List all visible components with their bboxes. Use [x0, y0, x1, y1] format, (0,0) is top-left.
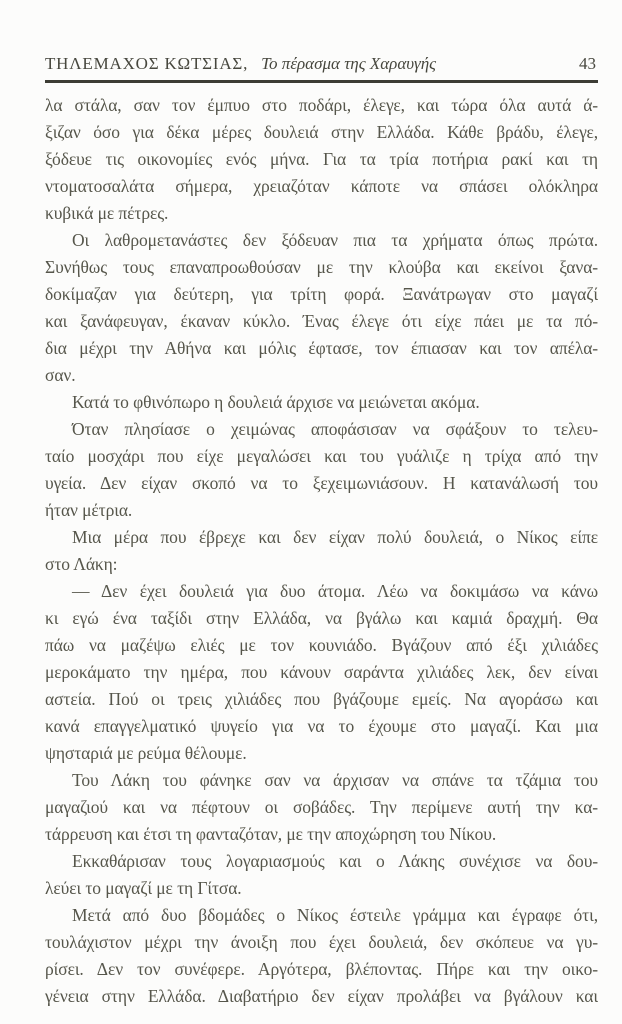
text-line: ξιζαν όσο για δέκα μέρες δουλειά στην Ελλάδα. Κάθε βράδυ, έλεγε, — [45, 122, 598, 142]
text-line: κυβικά με πέτρες. — [45, 203, 169, 223]
text-line: Συνήθως τους επαναπροωθούσαν με την κλούβα και εκείνοι ξανα- — [45, 257, 598, 277]
text-line: και ξανάφευγαν, έκαναν κύκλο. Ένας έλεγε ότι είχε πάει με τα πό- — [45, 311, 598, 331]
text-line: γένεια στην Ελλάδα. Διαβατήριο δεν είχαν προλάβει να βγάλουν και — [45, 986, 598, 1006]
text-line: ξόδευε τις οικονομίες ενός μήνα. Για τα τρία ποτήρια ρακί και τη — [45, 149, 598, 169]
book-title: Το πέρασμα της Χαραυγής — [261, 54, 437, 73]
text-block — [45, 92, 598, 1010]
text-line: κι εγώ ένα ταξίδι στην Ελλάδα, να βγάλω και καμιά δραχμή. Θα — [45, 608, 598, 628]
paragraph — [45, 578, 598, 767]
paragraph — [45, 524, 598, 578]
text-line: τάρρευση και έτσι τη φανταζόταν, με την αποχώρηση του Νίκου. — [45, 824, 497, 844]
text-line: Κατά το φθινόπωρο η δουλειά άρχισε να μειώνεται ακόμα. — [72, 392, 480, 412]
text-line: Μετά από δυο βδομάδες ο Νίκος έστειλε γράμμα και έγραφε ότι, — [72, 905, 598, 925]
text-line: — Δεν έχει δουλειά για δυο άτομα. Λέω να δοκιμάσω να κάνω — [72, 581, 598, 601]
text-line: λα στάλα, σαν τον έμπυο στο ποδάρι, έλεγε, και τώρα όλα αυτά ά- — [45, 95, 598, 115]
paragraph — [45, 416, 598, 524]
text-line: Οι λαθρομετανάστες δεν ξόδευαν πια τα χρήματα όπως πρώτα. — [72, 230, 598, 250]
text-line: υγεία. Δεν είχαν σκοπό να το ξεχειμωνιάσουν. Η κατανάλωσή του — [45, 473, 598, 493]
text-line: λεύει το μαγαζί με τη Γίτσα. — [45, 878, 242, 898]
text-line: Εκκαθάρισαν τους λογαριασμούς και ο Λάκης συνέχισε να δου- — [72, 851, 598, 871]
text-line: ψησταριά με ρεύμα θέλουμε. — [45, 743, 247, 763]
paragraph — [45, 389, 598, 416]
text-line: στο Λάκη: — [45, 554, 118, 574]
paragraph — [45, 227, 598, 389]
text-line: ήταν μέτρια. — [45, 500, 133, 520]
text-line: Μια μέρα που έβρεχε και δεν είχαν πολύ δουλειά, ο Νίκος είπε — [72, 527, 598, 547]
text-line: σαν. — [45, 365, 76, 385]
page-number: 43 — [579, 54, 596, 73]
text-line: πάω να μαζέψω ελιές με τον κουνιάδο. Βγάζουν από έξι χιλιάδες — [45, 635, 598, 655]
text-line: κανά επαγγελματικό ψυγείο για να το έχουμε στο μαγαζί. Και μια — [45, 716, 598, 736]
text-line: αστεία. Πού οι τρεις χιλιάδες που βγάζουμε εμείς. Να αγοράσω και — [45, 689, 598, 709]
text-line: δια μέχρι την Αθήνα και μόλις έφτασε, τον έπιασαν και τον απέλα- — [45, 338, 598, 358]
author-name: ΤΗΛΕΜΑΧΟΣ ΚΩΤΣΙΑΣ, — [45, 54, 249, 73]
text-line: Του Λάκη του φάνηκε σαν να άρχισαν να σπάνε τα τζάμια του — [72, 770, 598, 790]
paragraph — [45, 848, 598, 902]
text-line: μαγαζιού και να πέφτουν οι σοβάδες. Την περίμενε αυτή την κα- — [45, 797, 598, 817]
paragraph — [45, 767, 598, 848]
paragraph — [45, 902, 598, 1010]
text-line: δοκίμαζαν για δεύτερη, για τρίτη φορά. Ξανάτρωγαν στο μαγαζί — [45, 284, 598, 304]
page-header — [45, 54, 598, 83]
text-line: τουλάχιστον μέχρι την άνοιξη που έχει δουλειά, δεν σκόπευε να γυ- — [45, 932, 598, 952]
paragraph — [45, 92, 598, 227]
text-line: Όταν πλησίασε ο χειμώνας αποφάσισαν να σφάξουν το τελευ- — [72, 419, 598, 439]
text-line: ταίο μοσχάρι που είχε μεγαλώσει και του γυάλιζε η τρίχα από την — [45, 446, 598, 466]
text-line: ρίσει. Δεν τον συνέφερε. Αργότερα, βλέποντας. Πήρε και την οικο- — [45, 959, 598, 979]
text-line: ντοματοσαλάτα σήμερα, χρειαζόταν κάποτε να σπάσει ολόκληρα — [45, 176, 598, 196]
text-line: μεροκάματο την ημέρα, που κάνουν σαράντα χιλιάδες λεκ, δεν είναι — [45, 662, 598, 682]
